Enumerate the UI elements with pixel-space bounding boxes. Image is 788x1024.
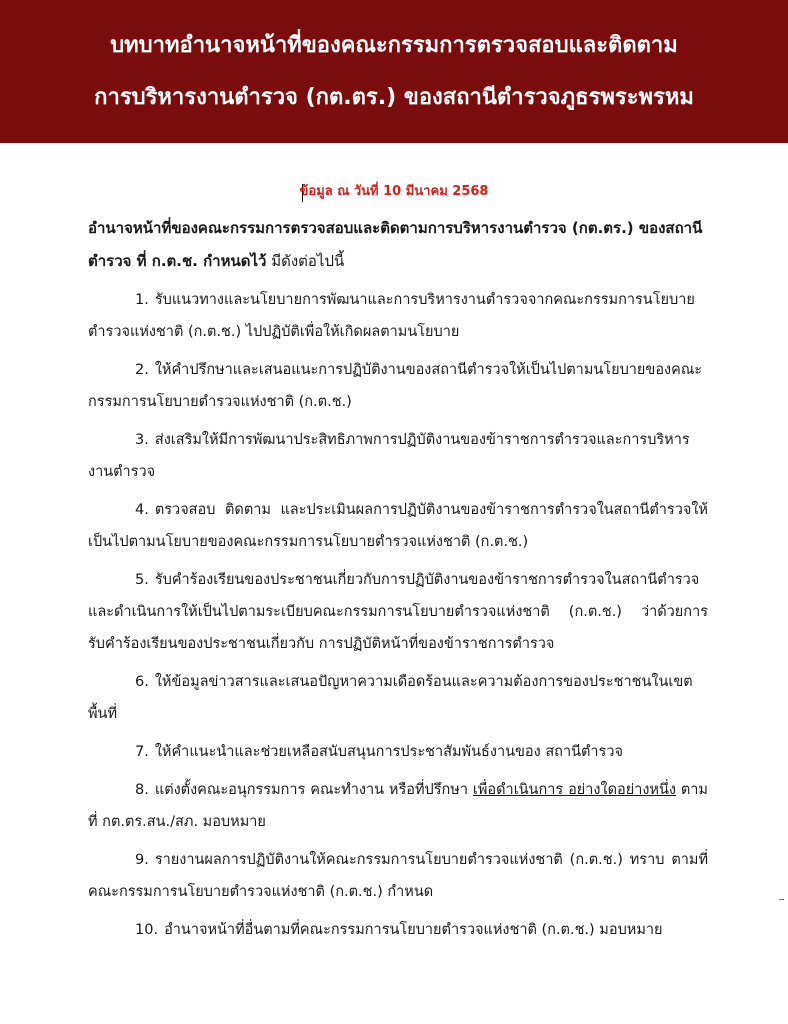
page-title-line2: การบริหารงานตำรวจ (กต.ตร.) ของสถานีตำรวจภูธรพระพรหม — [94, 85, 694, 110]
item-text-after: ตามที่ กต.ตร.สน./สภ. มอบหมาย — [88, 782, 708, 830]
duties-list — [88, 284, 708, 952]
item-link[interactable]: เพื่อดำเนินการ อย่างใดอย่างหนึ่ง — [472, 782, 676, 798]
list-item — [88, 564, 708, 660]
list-item — [88, 666, 708, 730]
date-line: ข้อมูล ณ วันที่ 10 มีนาคม 2568 — [299, 184, 489, 199]
item-number: 4. — [135, 502, 149, 518]
intro-rest-text: มีดังต่อไปนี้ — [266, 252, 345, 270]
list-item — [88, 736, 708, 768]
list-item — [88, 774, 708, 838]
item-text: แต่งตั้งคณะอนุกรรมการ คณะทำงาน หรือที่ปรึกษา — [154, 782, 473, 798]
intro-paragraph — [88, 212, 708, 278]
item-number: 5. — [135, 572, 149, 588]
list-item — [88, 494, 708, 558]
edge-marker — [779, 899, 784, 900]
list-item — [88, 914, 708, 946]
item-number: 7. — [135, 744, 149, 760]
list-item — [88, 354, 708, 418]
item-number: 8. — [135, 782, 149, 798]
item-text: รายงานผลการปฏิบัติงานให้คณะกรรมการนโยบายตำรวจแห่งชาติ (ก.ต.ช.) ทราบ ตามที่คณะกรรมการนโยบายตำรวจแห่งชาติ (ก.ต.ช.) กำหนด — [88, 852, 708, 900]
intro-bold-text: อำนาจหน้าที่ของคณะกรรมการตรวจสอบและติดตามการบริหารงานตำรวจ (กต.ตร.) ของสถานีตำรวจ ที่ ก.ต.ช. กำหนดไว้ — [88, 219, 703, 270]
item-text: รับคำร้องเรียนของประชาชนเกี่ยวกับการปฏิบัติงานของข้าราชการตำรวจในสถานีตำรวจ และดำเนินการให้เป็นไปตามระเบียบคณะกรรมการนโยบายตำรวจแห่งชาติ (ก.ต.ช.) ว่าด้วยการรับคำร้องเรียนของประชาชนเกี่ยวกับ การปฏิบัติหน้าที่ของข้าราชการตำรวจ — [88, 572, 708, 652]
page-header — [0, 0, 788, 143]
page-title-line1: บทบาทอำนาจหน้าที่ของคณะกรรมการตรวจสอบและติดตาม — [110, 33, 678, 58]
item-number: 6. — [135, 674, 149, 690]
list-item — [88, 284, 708, 348]
item-text: ตรวจสอบ ติดตาม และประเมินผลการปฏิบัติงานของข้าราชการตำรวจในสถานีตำรวจให้เป็นไปตามนโยบายของคณะกรรมการนโยบายตำรวจแห่งชาติ (ก.ต.ช.) — [88, 502, 708, 550]
item-number: 1. — [135, 292, 149, 308]
item-text: อำนาจหน้าที่อื่นตามที่คณะกรรมการนโยบายตำรวจแห่งชาติ (ก.ต.ช.) มอบหมาย — [164, 922, 663, 938]
list-item — [88, 844, 708, 908]
item-text: ให้คำแนะนำและช่วยเหลือสนับสนุนการประชาสัมพันธ์งานของ สถานีตำรวจ — [154, 744, 623, 760]
item-number: 10. — [135, 922, 159, 938]
item-number: 3. — [135, 432, 149, 448]
item-text: ส่งเสริมให้มีการพัฒนาประสิทธิภาพการปฏิบัติงานของข้าราชการตำรวจและการบริหารงานตำรวจ — [88, 432, 690, 480]
item-text: รับแนวทางและนโยบายการพัฒนาและการบริหารงานตำรวจจากคณะกรรมการนโยบายตำรวจแห่งชาติ (ก.ต.ช.) ไปปฏิบัติเพื่อให้เกิดผลตามนโยบาย — [88, 292, 695, 340]
item-number: 2. — [135, 362, 149, 378]
item-text: ให้ข้อมูลข่าวสารและเสนอปัญหาความเดือดร้อนและความต้องการของประชาชนในเขตพื้นที่ — [88, 674, 693, 722]
item-number: 9. — [135, 852, 149, 868]
item-text: ให้คำปรึกษาและเสนอแนะการปฏิบัติงานของสถานีตำรวจให้เป็นไปตามนโยบายของคณะกรรมการนโยบายตำรวจแห่งชาติ (ก.ต.ช.) — [88, 362, 703, 410]
list-item — [88, 424, 708, 488]
